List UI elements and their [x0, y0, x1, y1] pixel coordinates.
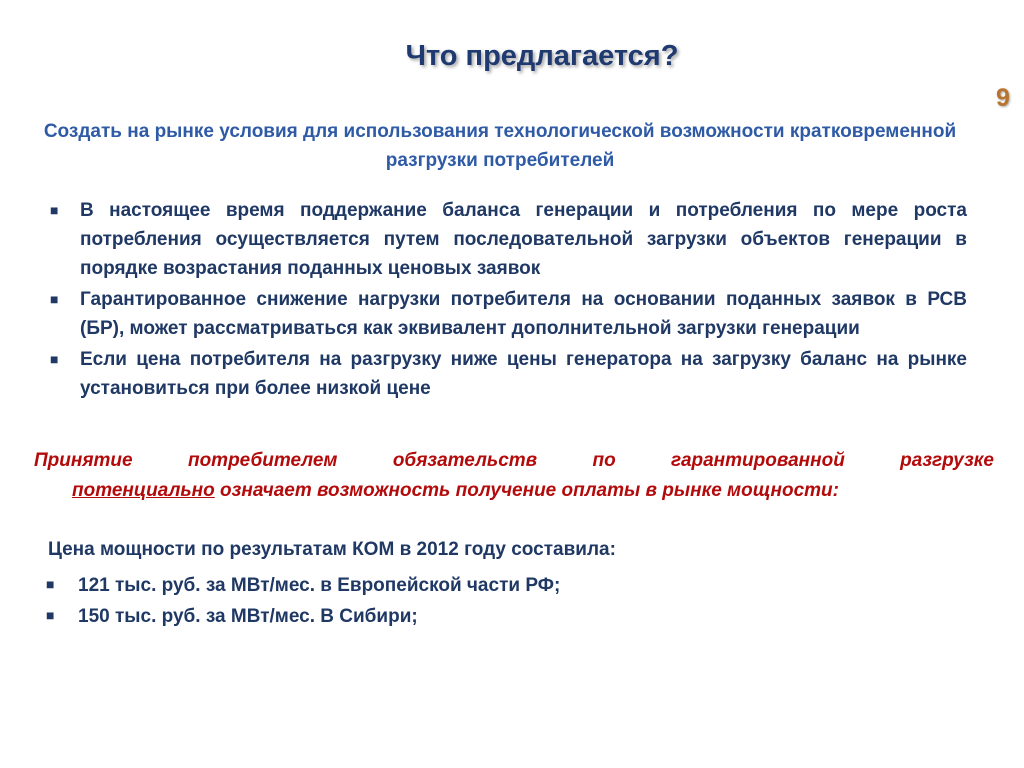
price-list: [46, 570, 560, 632]
bullet-list: [50, 196, 967, 403]
square-bullet-icon: ■: [50, 351, 59, 367]
price-text: 121 тыс. руб. за МВт/мес. в Европейской части РФ;: [78, 575, 561, 596]
slide-title: Что предлагается?: [405, 40, 679, 72]
price-item: [46, 570, 560, 601]
bullet-text: Гарантированное снижение нагрузки потребителя на основании поданных заявок в РСВ (БР), может рассматриваться как эквивалент дополнительной загрузки генерации: [80, 289, 967, 339]
list-item: [50, 285, 967, 343]
price-item: [46, 601, 560, 632]
square-bullet-icon: ■: [50, 202, 59, 218]
subtitle: Создать на рынке условия для использования технологической возможности кратковременной разгрузки потребителей: [43, 121, 957, 171]
square-bullet-icon: ■: [50, 291, 59, 307]
note-underlined-word: потенциально: [72, 480, 215, 501]
list-item: [50, 345, 967, 403]
bullet-text: Если цена потребителя на разгрузку ниже цены генератора на загрузку баланс на рынке установиться при более низкой цене: [80, 349, 967, 399]
bullet-text: В настоящее время поддержание баланса генерации и потребления по мере роста потребления осуществляется путем последовательной загрузки объектов генерации в порядке возрастания поданных ценовых заявок: [80, 200, 967, 279]
note-line-2: [34, 476, 994, 506]
price-text: 150 тыс. руб. за МВт/мес. В Сибири;: [78, 606, 418, 627]
price-heading: Цена мощности по результатам КОМ в 2012 году составила:: [48, 539, 616, 560]
slide-number: 9: [996, 84, 1010, 112]
list-item: [50, 196, 967, 283]
square-bullet-icon: ■: [46, 576, 55, 592]
note-line-1: Принятие потребителем обязательств по гарантированной разгрузке: [34, 450, 994, 471]
payment-note: [34, 446, 994, 506]
square-bullet-icon: ■: [46, 607, 55, 623]
note-rest: означает возможность получение оплаты в рынке мощности:: [214, 480, 839, 501]
